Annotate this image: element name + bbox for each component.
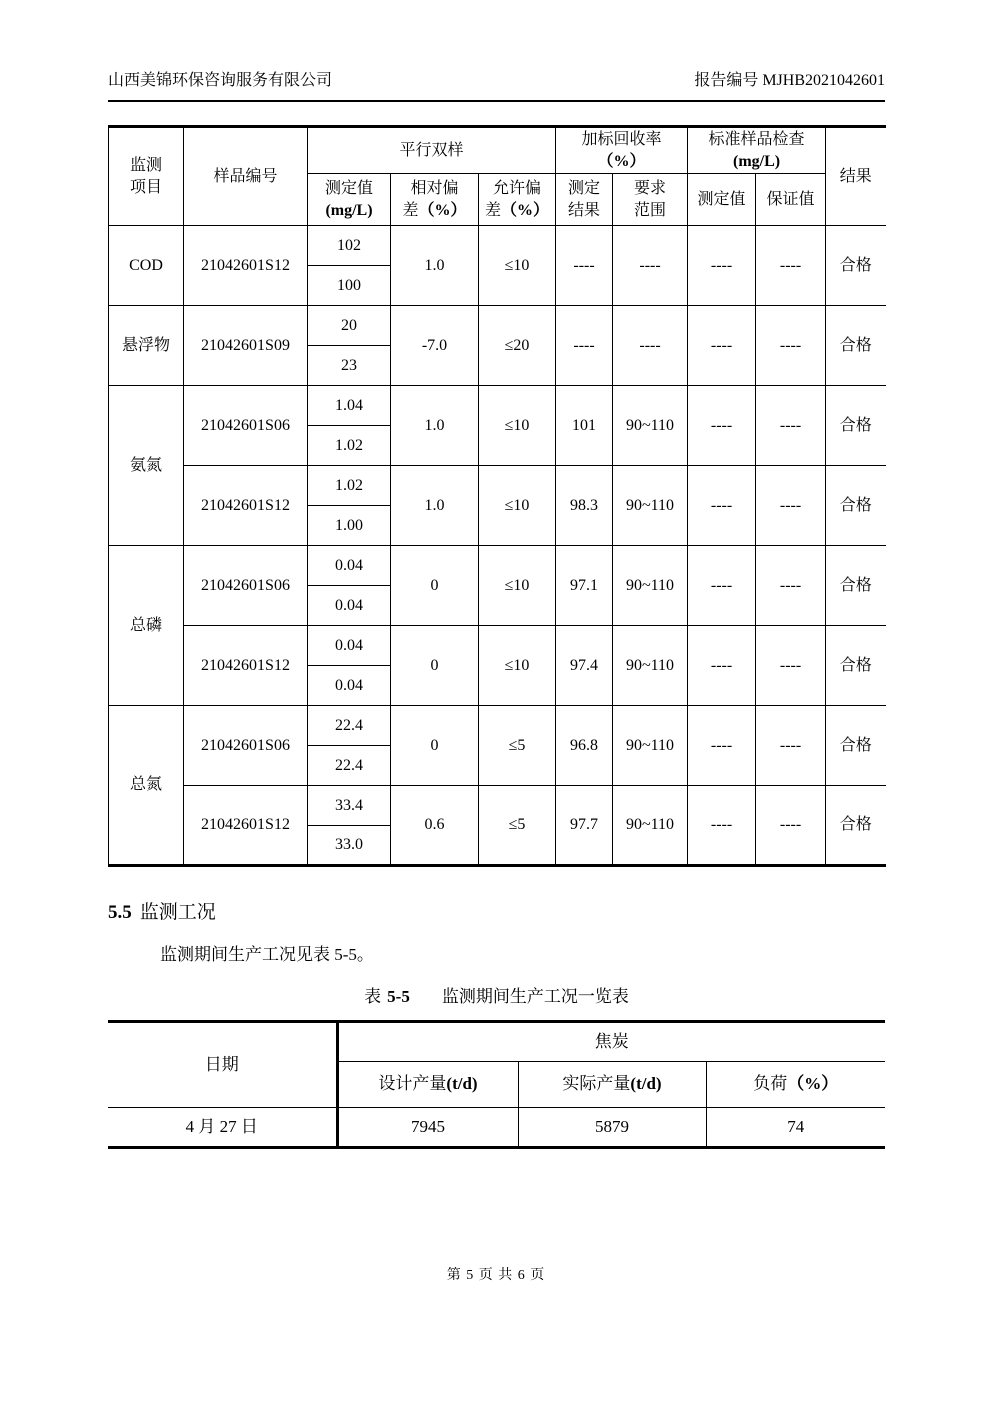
qc-std-measured-cell: ---- (688, 626, 756, 706)
table-row (109, 226, 886, 266)
qc-header-std-guaranteed: 保证值 (756, 174, 826, 226)
qc-allow-dev-cell: ≤20 (479, 306, 556, 386)
qc-header-measured (308, 174, 391, 226)
qc-header-allow-dev-line1: 允许偏 (493, 180, 542, 198)
qc-spike-result-cell: 98.3 (556, 466, 613, 546)
qc-header-result: 结果 (826, 127, 886, 226)
qc-result-cell: 合格 (826, 306, 886, 386)
qc-std-guaranteed-cell: ---- (756, 626, 826, 706)
qc-std-guaranteed-cell: ---- (756, 226, 826, 306)
qc-allow-dev-cell: ≤10 (479, 546, 556, 626)
qc-header-row-1 (109, 127, 886, 174)
qc-value-cell: 1.00 (308, 506, 391, 546)
report-number: 报告编号 MJHB2021042601 (694, 72, 885, 89)
qc-item-cell: COD (109, 226, 184, 306)
qc-header-rel-dev-line2b: （%） (418, 201, 467, 219)
qc-header-std-measured: 测定值 (688, 174, 756, 226)
qc-std-measured-cell: ---- (688, 706, 756, 786)
qc-header-rel-dev-line2a: 差 (402, 201, 419, 219)
qc-value-cell: 102 (308, 226, 391, 266)
qc-allow-dev-cell: ≤10 (479, 386, 556, 466)
qc-header-rel-dev-line1: 相对偏 (410, 180, 459, 198)
company-name: 山西美锦环保咨询服务有限公司 (108, 72, 333, 89)
prod-header-product: 焦炭 (337, 1022, 885, 1062)
qc-header-item-line2: 项目 (129, 178, 162, 196)
qc-sample-id-cell: 21042601S06 (184, 706, 308, 786)
table-row (109, 386, 886, 426)
prod-header-design (337, 1062, 518, 1108)
qc-header-std-group (688, 127, 826, 174)
table-row (109, 626, 886, 666)
qc-spike-result-cell: 97.7 (556, 786, 613, 866)
prod-header-actual (518, 1062, 706, 1108)
prod-header-load-label: 负荷 (753, 1074, 788, 1094)
qc-header-spike-group (556, 127, 688, 174)
table-row (109, 706, 886, 746)
qc-header-item-line1: 监测 (129, 157, 162, 174)
qc-sample-id-cell: 21042601S12 (184, 226, 308, 306)
prod-design-cell: 7945 (337, 1108, 518, 1148)
qc-value-cell: 20 (308, 306, 391, 346)
prod-header-design-unit: (t/d) (446, 1074, 478, 1094)
qc-spike-result-cell: 97.4 (556, 626, 613, 706)
table-row (109, 306, 886, 346)
qc-std-guaranteed-cell: ---- (756, 306, 826, 386)
qc-rel-dev-cell: 1.0 (391, 386, 479, 466)
qc-result-cell: 合格 (826, 226, 886, 306)
table-row (108, 1108, 885, 1148)
prod-header-design-label: 设计产量 (378, 1074, 447, 1094)
qc-result-cell: 合格 (826, 466, 886, 546)
caption-number: 5-5 (387, 987, 410, 1007)
qc-value-cell: 1.04 (308, 386, 391, 426)
qc-header-std-line2: (mg/L) (732, 152, 781, 170)
table-caption (108, 982, 885, 1007)
prod-header-load-unit: （%） (787, 1074, 839, 1094)
qc-sample-id-cell: 21042601S09 (184, 306, 308, 386)
qc-spike-range-cell: 90~110 (613, 546, 688, 626)
qc-allow-dev-cell: ≤5 (479, 706, 556, 786)
prod-actual-cell: 5879 (518, 1108, 706, 1148)
qc-header-spike-line2: （%） (597, 152, 646, 170)
qc-spike-range-cell: 90~110 (613, 786, 688, 866)
qc-rel-dev-cell: 0.6 (391, 786, 479, 866)
qc-spike-result-cell: ---- (556, 226, 613, 306)
qc-std-guaranteed-cell: ---- (756, 466, 826, 546)
qc-header-item (109, 127, 184, 226)
qc-value-cell: 23 (308, 346, 391, 386)
qc-header-allow-dev (479, 174, 556, 226)
section-title: 监测工况 (139, 902, 216, 924)
qc-std-measured-cell: ---- (688, 546, 756, 626)
page-footer: 第 5 页 共 6 页 (446, 1268, 546, 1283)
qc-spike-result-cell: 96.8 (556, 706, 613, 786)
section-heading (108, 897, 885, 924)
qc-header-spike-range (613, 174, 688, 226)
qc-std-guaranteed-cell: ---- (756, 386, 826, 466)
page-content (108, 0, 885, 1149)
qc-item-cell: 总磷 (109, 546, 184, 706)
qc-allow-dev-cell: ≤10 (479, 226, 556, 306)
qc-item-cell: 悬浮物 (109, 306, 184, 386)
qc-value-cell: 1.02 (308, 466, 391, 506)
prod-load-cell: 74 (706, 1108, 885, 1148)
caption-title: 监测期间生产工况一览表 (441, 987, 629, 1007)
qc-spike-range-cell: 90~110 (613, 386, 688, 466)
caption-prefix: 表 (364, 987, 382, 1007)
qc-result-cell: 合格 (826, 626, 886, 706)
qc-result-cell: 合格 (826, 706, 886, 786)
qc-sample-id-cell: 21042601S12 (184, 786, 308, 866)
qc-rel-dev-cell: 0 (391, 626, 479, 706)
qc-sample-id-cell: 21042601S06 (184, 386, 308, 466)
qc-std-measured-cell: ---- (688, 466, 756, 546)
document-header (108, 0, 885, 102)
qc-spike-range-cell: 90~110 (613, 706, 688, 786)
qc-header-parallel-group: 平行双样 (308, 127, 556, 174)
qc-header-spike-result-line2: 结果 (568, 201, 601, 219)
qc-header-sample-id: 样品编号 (184, 127, 308, 226)
qc-header-allow-dev-line2a: 差 (484, 201, 501, 219)
qc-value-cell: 1.02 (308, 426, 391, 466)
table-row (109, 466, 886, 506)
qc-allow-dev-cell: ≤10 (479, 626, 556, 706)
qc-header-spike-result-line1: 测定 (568, 180, 601, 198)
prod-header-row-1 (108, 1022, 885, 1062)
qc-value-cell: 0.04 (308, 626, 391, 666)
qc-result-cell: 合格 (826, 786, 886, 866)
qc-result-cell: 合格 (826, 386, 886, 466)
qc-spike-range-cell: 90~110 (613, 626, 688, 706)
qc-spike-result-cell: ---- (556, 306, 613, 386)
qc-value-cell: 22.4 (308, 706, 391, 746)
qc-spike-range-cell: ---- (613, 306, 688, 386)
qc-header-measured-line2: (mg/L) (325, 201, 373, 219)
qc-header-spike-range-line1: 要求 (634, 180, 667, 198)
qc-header-allow-dev-line2b: （%） (501, 201, 550, 219)
qc-header-spike-range-line2: 范围 (634, 201, 667, 219)
qc-std-measured-cell: ---- (688, 386, 756, 466)
body-paragraph: 监测期间生产工况见表 5-5。 (160, 945, 374, 965)
qc-header-spike-result (556, 174, 613, 226)
table-row (109, 786, 886, 826)
qc-value-cell: 100 (308, 266, 391, 306)
qc-sample-id-cell: 21042601S06 (184, 546, 308, 626)
prod-header-date: 日期 (108, 1022, 337, 1108)
prod-header-actual-unit: (t/d) (630, 1074, 662, 1094)
qc-std-measured-cell: ---- (688, 226, 756, 306)
section-number: 5.5 (108, 902, 132, 924)
qc-spike-range-cell: ---- (613, 226, 688, 306)
qc-std-guaranteed-cell: ---- (756, 546, 826, 626)
qc-value-cell: 0.04 (308, 666, 391, 706)
qc-rel-dev-cell: 1.0 (391, 466, 479, 546)
prod-header-load (706, 1062, 885, 1108)
qc-std-guaranteed-cell: ---- (756, 706, 826, 786)
prod-date-cell: 4 月 27 日 (108, 1108, 337, 1148)
qc-allow-dev-cell: ≤5 (479, 786, 556, 866)
qc-value-cell: 22.4 (308, 746, 391, 786)
qc-value-cell: 0.04 (308, 546, 391, 586)
table-row (109, 546, 886, 586)
qc-rel-dev-cell: -7.0 (391, 306, 479, 386)
qc-value-cell: 33.0 (308, 826, 391, 866)
qc-sample-id-cell: 21042601S12 (184, 626, 308, 706)
qc-value-cell: 33.4 (308, 786, 391, 826)
production-table (108, 1020, 885, 1149)
qc-header-spike-line1: 加标回收率 (581, 131, 662, 148)
qc-header-std-line1: 标准样品检查 (708, 131, 805, 148)
qc-rel-dev-cell: 0 (391, 546, 479, 626)
qc-header-measured-line1: 测定值 (324, 180, 373, 198)
qc-header-rel-dev (391, 174, 479, 226)
qc-std-guaranteed-cell: ---- (756, 786, 826, 866)
prod-header-actual-label: 实际产量 (562, 1074, 631, 1094)
qc-value-cell: 0.04 (308, 586, 391, 626)
qc-rel-dev-cell: 0 (391, 706, 479, 786)
qc-rel-dev-cell: 1.0 (391, 226, 479, 306)
qc-sample-id-cell: 21042601S12 (184, 466, 308, 546)
qc-spike-result-cell: 101 (556, 386, 613, 466)
qc-item-cell: 总氮 (109, 706, 184, 866)
qc-results-table (108, 125, 886, 867)
qc-spike-range-cell: 90~110 (613, 466, 688, 546)
qc-spike-result-cell: 97.1 (556, 546, 613, 626)
qc-allow-dev-cell: ≤10 (479, 466, 556, 546)
qc-result-cell: 合格 (826, 546, 886, 626)
qc-std-measured-cell: ---- (688, 786, 756, 866)
qc-item-cell: 氨氮 (109, 386, 184, 546)
qc-std-measured-cell: ---- (688, 306, 756, 386)
